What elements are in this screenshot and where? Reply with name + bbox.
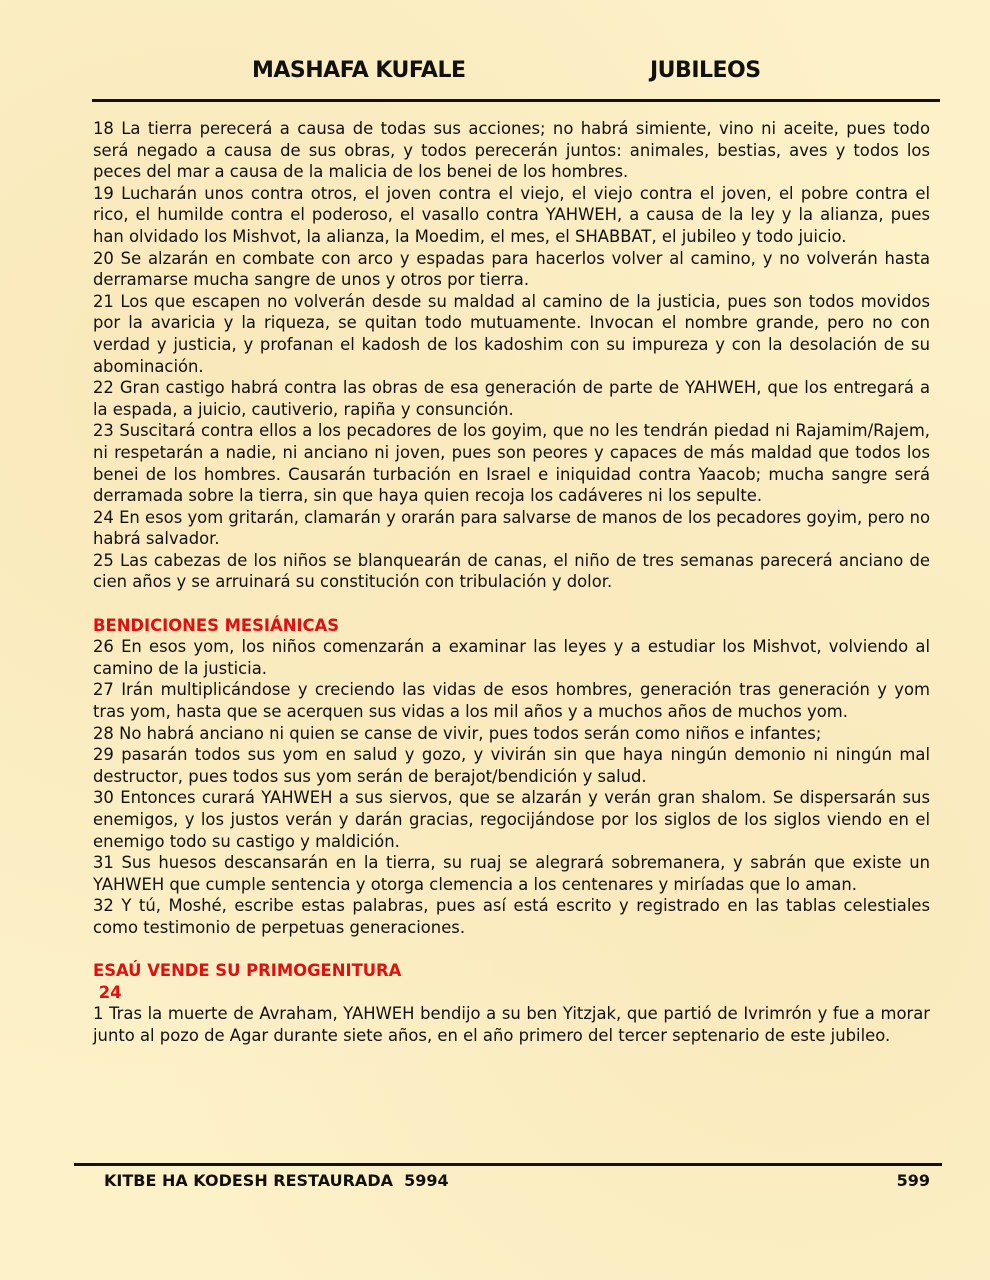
verse: 18 La tierra perecerá a causa de todas sus acciones; no habrá simiente, vino ni aceite, pues todo será negado a causa de sus obras, y todos perecerán juntos: animales, bestias, aves y todos los peces del mar a causa de la malicia de los benei de los hombres. — [93, 119, 930, 182]
page-number: 599 — [896, 1171, 930, 1190]
section-heading: ESAÚ VENDE SU PRIMOGENITURA — [93, 961, 402, 981]
chapter-number: 24 — [93, 982, 122, 1002]
page-body — [93, 118, 930, 1047]
verse: 24 En esos yom gritarán, clamarán y orarán para salvarse de manos de los pecadores goyim, pero no habrá salvador. — [93, 507, 930, 549]
footer-title: KITBE HA KODESH RESTAURADA 5994 — [104, 1171, 449, 1190]
verse: 32 Y tú, Moshé, escribe estas palabras, pues así está escrito y registrado en las tablas celestiales como testimonio de perpetuas generaciones. — [93, 896, 930, 937]
verse: 31 Sus huesos descansarán en la tierra, su ruaj se alegrará sobremanera, y sabrán que existe un YAHWEH que cumple sentencia y otorga clemencia a los centenares y miríadas que lo aman. — [93, 853, 930, 894]
header-rule — [92, 99, 940, 102]
verse: 28 No habrá anciano ni quien se canse de vivir, pues todos serán como niños e infantes; — [93, 723, 822, 743]
section-gap — [93, 593, 930, 615]
header-book-title: MASHAFA KUFALE — [252, 58, 466, 83]
footer-rule — [74, 1163, 942, 1166]
verse: 30 Entonces curará YAHWEH a sus siervos, que se alzarán y verán gran shalom. Se dispersarán sus enemigos, y los justos verán y darán gracias, regocijándose por los siglos de los siglos viendo en el enemigo todo su castigo y maldición. — [93, 788, 930, 851]
page-header — [92, 58, 940, 98]
section-gap — [93, 939, 930, 961]
verse: 19 Lucharán unos contra otros, el joven contra el viejo, el viejo contra el joven, el pobre contra el rico, el humilde contra el poderoso, el vasallo contra YAHWEH, a causa de la ley y la alianza, pues han olvidado los Mishvot, la alianza, la Moedim, el mes, el SHABBAT, el jubileo y todo juicio. — [93, 183, 930, 246]
verse: 23 Suscitará contra ellos a los pecadores de los goyim, que no les tendrán piedad ni Rajamim/Rajem, ni respetarán a nadie, ni anciano ni joven, pues son peores y capaces de más maldad que todos los benei de los hombres. Causarán turbación en Israel e iniquidad contra Yaacob; mucha sangre será derramada sobre la tierra, sin que haya quien recoja los cadáveres ni los sepulte. — [93, 421, 930, 506]
verse: 1 Tras la muerte de Avraham, YAHWEH bendijo a su ben Yitzjak, que partió de Ivrimrón y fue a morar junto al pozo de Agar durante siete años, en el año primero del tercer septenario de este jubileo. — [93, 1004, 930, 1045]
verse: 25 Las cabezas de los niños se blanquearán de canas, el niño de tres semanas parecerá anciano de cien años y se arruinará su constitución con tribulación y dolor. — [93, 550, 930, 592]
header-book-subtitle: JUBILEOS — [650, 58, 761, 83]
section-heading: BENDICIONES MESIÁNICAS — [93, 615, 340, 635]
verse: 21 Los que escapen no volverán desde su maldad al camino de la justicia, pues son todos movidos por la avaricia y la riqueza, se quitan todo mutuamente. Invocan el nombre grande, pero no con verdad y justicia, y profanan el kadosh de los kadoshim con su impureza y con la desolación de su abominación. — [93, 291, 930, 376]
verse: 26 En esos yom, los niños comenzarán a examinar las leyes y a estudiar los Mishvot, volviendo al camino de la justicia. — [93, 637, 930, 678]
verse: 20 Se alzarán en combate con arco y espadas para hacerlos volver al camino, y no volverán hasta derramarse mucha sangre de unos y otros por tierra. — [93, 248, 930, 290]
verse: 29 pasarán todos sus yom en salud y gozo, y vivirán sin que haya ningún demonio ni ningún mal destructor, pues todos sus yom serán de berajot/bendición y salud. — [93, 745, 930, 786]
verse: 27 Irán multiplicándose y creciendo las vidas de esos hombres, generación tras generación y yom tras yom, hasta que se acerquen sus vidas a los mil años y a muchos años de muchos yom. — [93, 680, 930, 722]
verse: 22 Gran castigo habrá contra las obras de esa generación de parte de YAHWEH, que los entregará a la espada, a juicio, cautiverio, rapiña y consunción. — [93, 378, 930, 419]
